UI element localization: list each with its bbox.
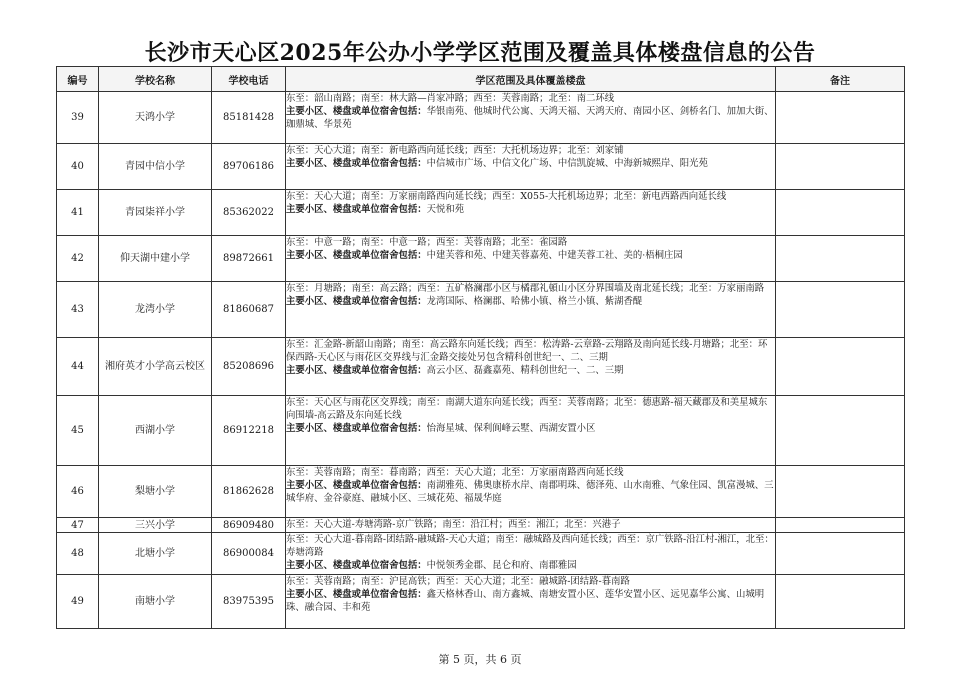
district-scope bbox=[286, 282, 776, 338]
district-scope bbox=[286, 396, 776, 466]
remarks bbox=[776, 190, 905, 236]
row-number: 41 bbox=[57, 190, 99, 236]
table-row bbox=[57, 533, 905, 575]
covered-estates-label: 主要小区、楼盘或单位宿舍包括： bbox=[286, 296, 427, 307]
district-scope bbox=[286, 466, 776, 518]
table-row bbox=[57, 282, 905, 338]
school-phone: 86912218 bbox=[212, 396, 286, 466]
remarks bbox=[776, 144, 905, 190]
district-boundary: 东至：天心区与雨花区交界线；南至：南湖大道东向延长线；西至：芙蓉南路；北至：德惠路-福天藏郡及和美星城东向围墙-高云路及东向延长线 bbox=[286, 397, 768, 421]
district-scope bbox=[286, 236, 776, 282]
row-number: 40 bbox=[57, 144, 99, 190]
covered-estates-label: 主要小区、楼盘或单位宿舍包括： bbox=[286, 365, 427, 376]
table-row bbox=[57, 144, 905, 190]
covered-estates-list: 龙湾国际、格澜郡、哈佛小镇、格兰小镇、紫湖香醍 bbox=[426, 296, 643, 307]
district-boundary: 东至：中意一路；南至：中意一路；西至：芙蓉南路；北至：雀园路 bbox=[286, 237, 568, 248]
covered-estates bbox=[286, 422, 775, 435]
covered-estates-label: 主要小区、楼盘或单位宿舍包括： bbox=[286, 560, 427, 571]
row-number: 42 bbox=[57, 236, 99, 282]
covered-estates-label: 主要小区、楼盘或单位宿舍包括： bbox=[286, 250, 427, 261]
school-phone: 89706186 bbox=[212, 144, 286, 190]
header-num: 编号 bbox=[57, 67, 99, 92]
covered-estates-list: 华银南苑、他城时代公寓、天鸿天福、天鸿天府、南园小区、剑桥名门、加加大街、珈鼎城、华景苑 bbox=[286, 106, 774, 130]
school-name: 湘府英才小学高云校区 bbox=[99, 338, 212, 396]
district-boundary: 东至：天心大道-寿塘湾路-京广铁路；南至：沿江村；西至：湘江；北至：兴港子 bbox=[286, 519, 621, 530]
table-row bbox=[57, 518, 905, 533]
page-footer: 第 5 页，共 6 页 bbox=[438, 653, 522, 666]
covered-estates-label: 主要小区、楼盘或单位宿舍包括： bbox=[286, 106, 427, 117]
row-number: 44 bbox=[57, 338, 99, 396]
school-name: 青园中信小学 bbox=[99, 144, 212, 190]
covered-estates-label: 主要小区、楼盘或单位宿舍包括： bbox=[286, 158, 427, 169]
table-header-row bbox=[57, 67, 905, 92]
school-phone: 81862628 bbox=[212, 466, 286, 518]
row-number: 39 bbox=[57, 92, 99, 144]
remarks bbox=[776, 518, 905, 533]
district-boundary: 东至：芙蓉南路；南至：暮南路；西至：天心大道；北至：万家丽南路西向延长线 bbox=[286, 467, 624, 478]
school-phone: 89872661 bbox=[212, 236, 286, 282]
school-district-table bbox=[56, 66, 905, 629]
covered-estates-list: 天悦和苑 bbox=[426, 204, 465, 215]
school-phone: 85208696 bbox=[212, 338, 286, 396]
remarks bbox=[776, 338, 905, 396]
row-number: 49 bbox=[57, 575, 99, 629]
district-scope bbox=[286, 518, 776, 533]
table-row bbox=[57, 466, 905, 518]
school-name: 南塘小学 bbox=[99, 575, 212, 629]
covered-estates-list: 鑫天格林香山、南方鑫城、南塘安置小区、莲华安置小区、远见嘉华公寓、山城明珠、融合园、丰和苑 bbox=[286, 589, 765, 613]
school-phone: 86909480 bbox=[212, 518, 286, 533]
district-boundary: 东至：韶山南路；南至：林大路—肖家冲路；西至：芙蓉南路；北至：南二环线 bbox=[286, 93, 615, 104]
row-number: 47 bbox=[57, 518, 99, 533]
page-title: 长沙市天心区2025年公办小学学区范围及覆盖具体楼盘信息的公告 bbox=[144, 40, 816, 66]
school-name: 梨塘小学 bbox=[99, 466, 212, 518]
school-phone: 86900084 bbox=[212, 533, 286, 575]
covered-estates-list: 中悦领秀金郡、昆仑和府、南郡雅园 bbox=[426, 560, 577, 571]
remarks bbox=[776, 533, 905, 575]
covered-estates bbox=[286, 295, 775, 308]
covered-estates bbox=[286, 364, 775, 377]
row-number: 48 bbox=[57, 533, 99, 575]
district-boundary: 东至：天心大道；南至：万家丽南路西向延长线；西至：X055-大托机场边界；北至：新电西路西向延长线 bbox=[286, 191, 727, 202]
covered-estates-list: 高云小区、磊鑫嘉苑、精科创世纪一、二、三期 bbox=[426, 365, 624, 376]
school-phone: 81860687 bbox=[212, 282, 286, 338]
table-row bbox=[57, 236, 905, 282]
district-scope bbox=[286, 338, 776, 396]
district-boundary: 东至：天心大道；南至：新电路西向延长线；西至：大托机场边界；北至：刘家铺 bbox=[286, 145, 624, 156]
covered-estates bbox=[286, 157, 775, 170]
school-name: 三兴小学 bbox=[99, 518, 212, 533]
district-boundary: 东至：芙蓉南路；南至：沪昆高铁；西至：天心大道；北至：融城路-团结路-暮南路 bbox=[286, 576, 630, 587]
covered-estates bbox=[286, 479, 775, 505]
covered-estates-label: 主要小区、楼盘或单位宿舍包括： bbox=[286, 480, 427, 491]
covered-estates bbox=[286, 559, 775, 572]
school-phone: 85181428 bbox=[212, 92, 286, 144]
remarks bbox=[776, 575, 905, 629]
remarks bbox=[776, 236, 905, 282]
row-number: 45 bbox=[57, 396, 99, 466]
remarks bbox=[776, 282, 905, 338]
district-boundary: 东至：天心大道-暮南路-团结路-融城路-天心大道；南至：融城路及西向延长线；西至：京广铁路-沿江村-湘江，北至：寿塘湾路 bbox=[286, 534, 774, 558]
table-row bbox=[57, 396, 905, 466]
table-row bbox=[57, 190, 905, 236]
district-scope bbox=[286, 575, 776, 629]
school-name: 北塘小学 bbox=[99, 533, 212, 575]
table-row bbox=[57, 92, 905, 144]
school-name: 青园柒祥小学 bbox=[99, 190, 212, 236]
school-phone: 85362022 bbox=[212, 190, 286, 236]
covered-estates-list: 怡海星城、保利阆峰云墅、西湖安置小区 bbox=[426, 423, 596, 434]
covered-estates bbox=[286, 105, 775, 131]
school-name: 西湖小学 bbox=[99, 396, 212, 466]
school-name: 天鸿小学 bbox=[99, 92, 212, 144]
district-boundary: 东至：月塘路；南至：高云路；西至：五矿格澜郡小区与橘郡礼頓山小区分界围墙及南北延长线；北至：万家丽南路 bbox=[286, 283, 765, 294]
district-scope bbox=[286, 533, 776, 575]
covered-estates-label: 主要小区、楼盘或单位宿舍包括： bbox=[286, 204, 427, 215]
header-phone: 学校电话 bbox=[212, 67, 286, 92]
covered-estates-list: 中信城市广场、中信文化广场、中信凯旋城、中海新城熙岸、阳光苑 bbox=[426, 158, 708, 169]
covered-estates bbox=[286, 588, 775, 614]
header-note: 备注 bbox=[776, 67, 905, 92]
table-row bbox=[57, 575, 905, 629]
covered-estates-label: 主要小区、楼盘或单位宿舍包括： bbox=[286, 589, 427, 600]
school-name: 仰天湖中建小学 bbox=[99, 236, 212, 282]
row-number: 43 bbox=[57, 282, 99, 338]
school-name: 龙湾小学 bbox=[99, 282, 212, 338]
covered-estates-list: 中建芙蓉和苑、中建芙蓉嘉苑、中建芙蓉工社、美的·梧桐庄园 bbox=[426, 250, 683, 261]
covered-estates-label: 主要小区、楼盘或单位宿舍包括： bbox=[286, 423, 427, 434]
remarks bbox=[776, 92, 905, 144]
school-phone: 83975395 bbox=[212, 575, 286, 629]
district-scope bbox=[286, 190, 776, 236]
remarks bbox=[776, 396, 905, 466]
district-scope bbox=[286, 92, 776, 144]
district-scope bbox=[286, 144, 776, 190]
header-scope: 学区范围及具体覆盖楼盘 bbox=[286, 67, 776, 92]
remarks bbox=[776, 466, 905, 518]
covered-estates bbox=[286, 203, 775, 216]
row-number: 46 bbox=[57, 466, 99, 518]
header-school: 学校名称 bbox=[99, 67, 212, 92]
district-boundary: 东至：汇金路-新韶山南路；南至：高云路东向延长线；西至：松涛路-云章路-云翔路及南向延长线-月塘路；北至：环保西路-天心区与雨花区交界线与汇金路交接处另包含精科创世纪一、二、三期 bbox=[286, 339, 768, 363]
covered-estates bbox=[286, 249, 775, 262]
covered-estates-list: 南湖雅苑、佛奥康桥水岸、南郡明珠、德泽苑、山水南雅、气象住园、凯富漫城、三城华府、金谷豪庭、融城小区、三城花苑、福晟华庭 bbox=[286, 480, 774, 504]
table-row bbox=[57, 338, 905, 396]
